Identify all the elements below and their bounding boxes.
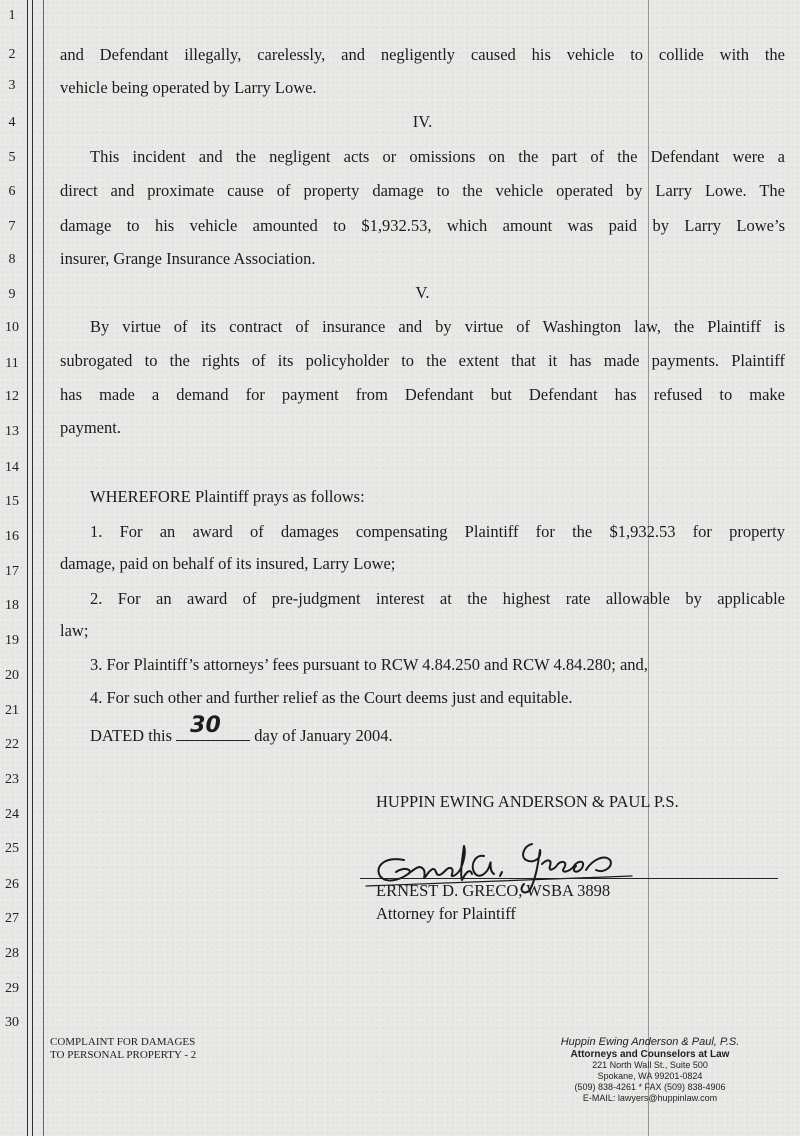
- prayer-item-4: 4. For such other and further relief as the Court deems just and equitable.: [90, 688, 573, 707]
- line-number: 16: [5, 529, 19, 544]
- line-number: 5: [8, 150, 16, 165]
- line-number: 14: [5, 460, 19, 475]
- margin-rule-left: [27, 0, 28, 1136]
- body-line: This incident and the negligent acts or omissions on the part of the Defendant were a: [90, 147, 785, 166]
- line-number: 15: [5, 494, 19, 509]
- prayer-intro: WHEREFORE Plaintiff prays as follows:: [90, 487, 365, 506]
- footer-firm-name: Huppin Ewing Anderson & Paul, P.S.: [560, 1036, 740, 1048]
- dated-day-field: [176, 713, 250, 741]
- attorney-role: Attorney for Plaintiff: [376, 904, 516, 923]
- dated-line: [60, 713, 785, 746]
- body-line: damage to his vehicle amounted to $1,932.53, which amount was paid by Larry Lowe’s: [60, 216, 785, 235]
- line-number: 26: [5, 877, 19, 892]
- body-line: insurer, Grange Insurance Association.: [60, 249, 316, 268]
- line-number: 17: [5, 564, 19, 579]
- line-number: 10: [5, 320, 19, 335]
- prayer-item-2: 2. For an award of pre-judgment interest at the highest rate allowable by applicable: [90, 589, 785, 608]
- line-number: 19: [5, 633, 19, 648]
- line-number: 18: [5, 598, 19, 613]
- body-line: and Defendant illegally, carelessly, and negligently caused his vehicle to collide with the: [60, 45, 785, 64]
- footer-firm-block: [530, 1036, 770, 1104]
- body-line: law;: [60, 621, 89, 640]
- line-number: 21: [5, 703, 19, 718]
- margin-rule-body: [43, 0, 44, 1136]
- line-number: 11: [5, 356, 19, 371]
- line-number: 4: [8, 115, 16, 130]
- body-line: direct and proximate cause of property damage to the vehicle operated by Larry Lowe. The: [60, 181, 785, 200]
- line-number: 27: [5, 911, 19, 926]
- firm-name: HUPPIN EWING ANDERSON & PAUL P.S.: [376, 792, 679, 811]
- line-number: 25: [5, 841, 19, 856]
- line-number: 12: [5, 389, 19, 404]
- footer-phone: (509) 838-4261 * FAX (509) 838-4906: [574, 1082, 726, 1092]
- footer-title-line-1: COMPLAINT FOR DAMAGES: [50, 1036, 196, 1048]
- body-line: By virtue of its contract of insurance and by virtue of Washington law, the Plaintiff is: [90, 317, 785, 336]
- line-number: 7: [8, 219, 16, 234]
- line-number: 2: [8, 47, 16, 62]
- line-number: 13: [5, 424, 19, 439]
- footer-title-line-2: TO PERSONAL PROPERTY - 2: [50, 1049, 197, 1061]
- footer-address-2: Spokane, WA 99201-0824: [597, 1071, 703, 1081]
- line-number: 22: [5, 737, 19, 752]
- footer-address-1: 221 North Wall St., Suite 500: [592, 1060, 708, 1070]
- signature-rule: [360, 878, 778, 879]
- line-number: 29: [5, 981, 19, 996]
- footer-email: E-MAIL: lawyers@huppinlaw.com: [582, 1093, 718, 1103]
- dated-day-handwritten: 30: [190, 713, 221, 738]
- section-heading-iv: IV.: [412, 112, 433, 131]
- footer-firm-subtitle: Attorneys and Counselors at Law: [570, 1049, 730, 1060]
- margin-rule-inner: [32, 0, 33, 1136]
- line-number: 20: [5, 668, 19, 683]
- body-line: has made a demand for payment from Defendant but Defendant has refused to make: [60, 385, 785, 404]
- body-line: damage, paid on behalf of its insured, Larry Lowe;: [60, 554, 396, 573]
- line-number: 24: [5, 807, 19, 822]
- attorney-name: ERNEST D. GRECO, WSBA 3898: [376, 881, 611, 900]
- dated-prefix: DATED this: [90, 726, 173, 745]
- line-number: 3: [8, 78, 16, 93]
- line-number: 9: [8, 287, 16, 302]
- line-number: 23: [5, 772, 19, 787]
- prayer-item-3: 3. For Plaintiff’s attorneys’ fees pursuant to RCW 4.84.250 and RCW 4.84.280; and,: [90, 655, 648, 674]
- dated-suffix: day of January 2004.: [254, 726, 393, 745]
- body-line: vehicle being operated by Larry Lowe.: [60, 78, 317, 97]
- line-number: 6: [8, 184, 16, 199]
- line-number: 8: [8, 252, 16, 267]
- line-number: 28: [5, 946, 19, 961]
- line-number: 1: [8, 8, 16, 23]
- line-number: 30: [5, 1015, 19, 1030]
- section-heading-v: V.: [415, 283, 430, 302]
- body-line: subrogated to the rights of its policyholder to the extent that it has made payments. Plaintiff: [60, 351, 785, 370]
- footer-document-title: [50, 1036, 196, 1062]
- prayer-item-1: 1. For an award of damages compensating Plaintiff for the $1,932.53 for property: [90, 522, 785, 541]
- body-line: payment.: [60, 418, 121, 437]
